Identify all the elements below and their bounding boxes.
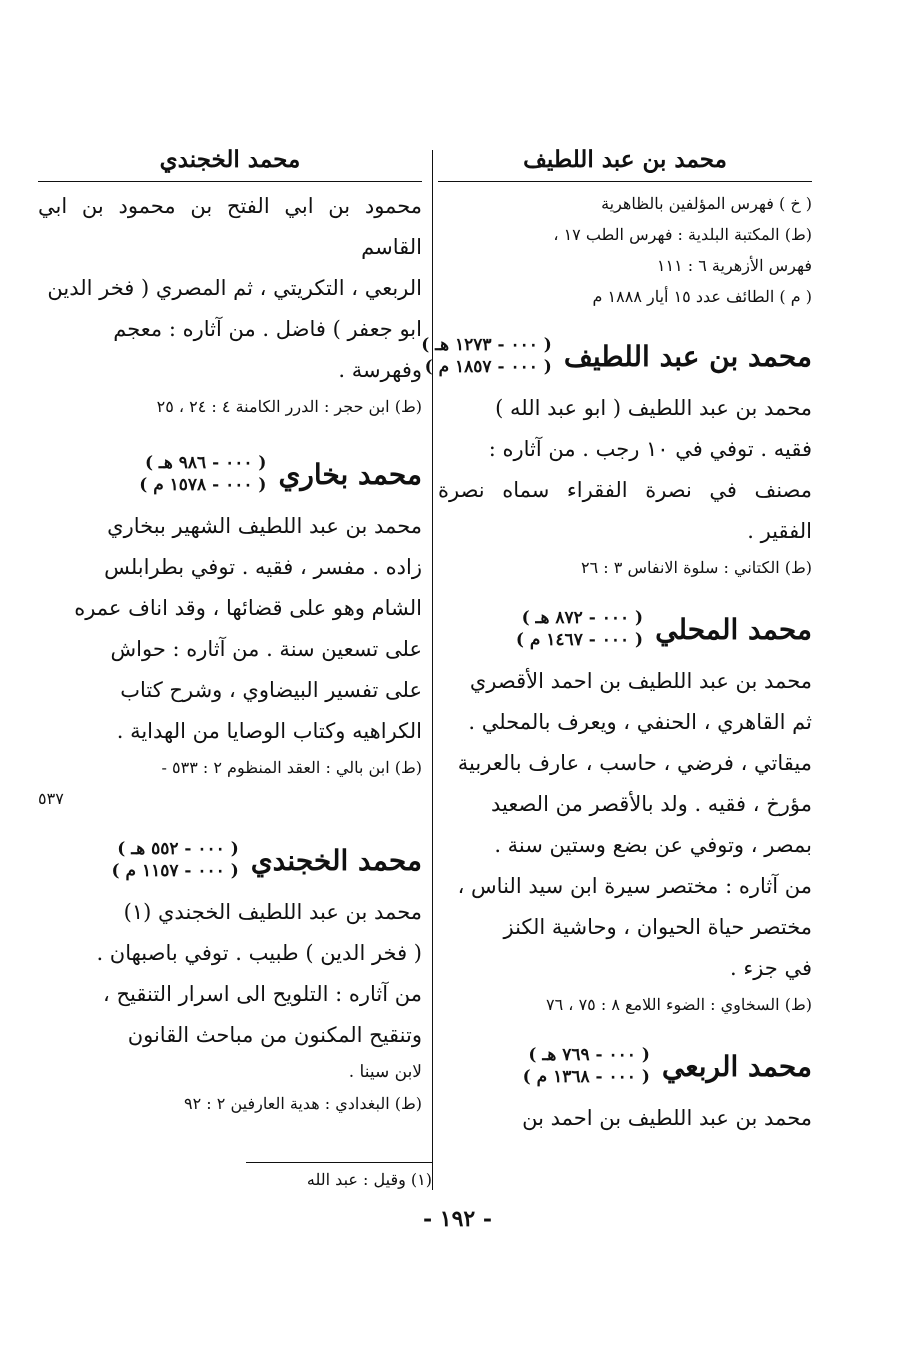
- text-line: من آثاره : التلويح الى اسرار التنقيح ،: [103, 982, 422, 1006]
- entry-text: [438, 388, 812, 552]
- text-line: في جزء .: [729, 956, 812, 980]
- entry-name: محمد المحلي: [655, 612, 812, 646]
- entry-reference: (ط) ابن بالي : العقد المنظوم ٢ : ٥٣٣ -: [161, 758, 422, 777]
- intro-ref-line: فهرس الأزهرية ٦ : ١١١: [656, 256, 812, 275]
- left-column: [38, 140, 422, 1119]
- text-line: على تسعين سنة . من آثاره : حواش: [110, 637, 422, 661]
- text-line: وفهرسة .: [338, 358, 422, 382]
- entry-dates: [112, 838, 239, 882]
- intro-refs: [438, 188, 812, 312]
- entry-dates: [523, 1044, 650, 1088]
- text-line: من آثاره : مختصر سيرة ابن سيد الناس ،: [457, 874, 812, 898]
- text-line: وتنقيح المكنون من مباحث القانون: [127, 1023, 422, 1047]
- text-line: ( فخر الدين ) طبيب . توفي باصبهان .: [96, 941, 422, 965]
- text-line: محمود بن ابي الفتح بن محمود بن ابي القاسم: [38, 194, 422, 259]
- gregorian-date: ( ٠٠٠ - ١٣٦٨ م ): [522, 1067, 650, 1087]
- entry-text: [438, 661, 812, 989]
- footnote-rule: [246, 1162, 432, 1163]
- entry-heading: [38, 838, 422, 882]
- text-line: مختصر حياة الحيوان ، وحاشية الكنز: [503, 915, 812, 939]
- entry-name: محمد بخاري: [278, 457, 422, 491]
- text-line: الكراهيه وكتاب الوصايا من الهداية .: [116, 719, 422, 743]
- right-column: [421, 140, 812, 1139]
- entry-text: [38, 506, 422, 752]
- text-line: ابو جعفر ) فاضل . من آثاره : معجم: [113, 317, 422, 341]
- entry-dates: [139, 452, 266, 496]
- gregorian-date: ( ٠٠٠ - ١٤٦٧ م ): [515, 630, 644, 650]
- intro-reference: (ط) ابن حجر : الدرر الكامنة ٤ : ٢٤ ، ٢٥: [156, 397, 422, 416]
- entry-heading: [438, 607, 812, 651]
- entry-name: محمد بن عبد اللطيف: [563, 339, 812, 373]
- gregorian-date: ( ٠٠٠ - ١٨٥٧ م ): [424, 357, 552, 377]
- entry-name: محمد الربعي: [661, 1049, 812, 1083]
- entry-reference: (ط) البغدادي : هدية العارفين ٢ : ٩٢: [184, 1094, 422, 1113]
- text-line: الربعي ، التكريتي ، ثم المصري ( فخر الدين: [47, 276, 422, 300]
- entry-name: محمد الخجندي: [250, 843, 422, 877]
- text-line: ميقاتي ، فرضي ، حاسب ، عارف بالعربية: [457, 751, 812, 775]
- gregorian-date: ( ٠٠٠ - ١٥٧٨ م ): [139, 475, 267, 495]
- hijri-date: ( ٠٠٠ - ٧٦٩ هـ ): [528, 1045, 650, 1065]
- footnote: (١) وقيل : عبد الله: [306, 1170, 432, 1189]
- column-divider: [432, 150, 433, 1190]
- page-number: - ١٩٢ -: [422, 1206, 493, 1232]
- text-line: الشام وهو على قضائها ، وقد اناف عمره: [74, 596, 422, 620]
- text-line: زاده . مفسر ، فقيه . توفي بطرابلس: [104, 555, 422, 579]
- entry-heading: [421, 334, 812, 378]
- hijri-date: ( ٠٠٠ - ٥٥٢ هـ ): [117, 839, 239, 859]
- text-line: محمد بن عبد اللطيف الشهير ببخاري: [107, 514, 422, 538]
- intro-ref-line: ( خ ) فهرس المؤلفين بالظاهرية: [601, 194, 812, 213]
- intro-ref-line: (ط) المكتبة البلدية : فهرس الطب ١٧ ،: [553, 225, 812, 244]
- text-line: على تفسير البيضاوي ، وشرح كتاب: [120, 678, 422, 702]
- entry-text: [438, 1098, 812, 1139]
- right-column-header: محمد بن عبد اللطيف: [523, 146, 727, 173]
- left-column-header: محمد الخجندي: [159, 146, 301, 173]
- intro-ref-line: ( م ) الطائف عدد ١٥ أيار ١٨٨٨ م: [592, 287, 812, 306]
- text-line: محمد بن عبد اللطيف ( ابو عبد الله ): [495, 396, 812, 420]
- text-line: مؤرخ ، فقيه . ولد بالأقصر من الصعيد: [490, 792, 812, 816]
- text-line: محمد بن عبد اللطيف بن احمد بن: [522, 1106, 812, 1130]
- intro-text: [38, 186, 422, 391]
- text-line: محمد بن عبد اللطيف بن احمد الأقصري: [469, 669, 812, 693]
- entry-reference-cont: ٥٣٧: [38, 789, 64, 808]
- entry-heading: [38, 452, 422, 496]
- entry-text: [38, 892, 422, 1088]
- entry-reference: (ط) السخاوي : الضوء اللامع ٨ : ٧٥ ، ٧٦: [546, 995, 812, 1014]
- gregorian-date: ( ٠٠٠ - ١١٥٧ م ): [111, 861, 239, 881]
- text-line: محمد بن عبد اللطيف الخجندي (١): [123, 900, 422, 924]
- text-line: مصنف في نصرة الفقراء سماه نصرة الفقير .: [438, 478, 812, 543]
- hijri-date: ( ٠٠٠ - ٩٨٦ هـ ): [144, 453, 267, 473]
- entry-reference: (ط) الكتاني : سلوة الانفاس ٣ : ٢٦: [581, 558, 812, 577]
- entry-dates: [421, 334, 552, 378]
- hijri-date: ( ٠٠٠ - ١٢٧٣ هـ ): [421, 335, 552, 355]
- text-line: فقيه . توفي في ١٠ رجب . من آثاره :: [488, 437, 812, 461]
- text-line: بمصر ، وتوفي عن بضع وستين سنة .: [494, 833, 812, 857]
- entry-heading: [438, 1044, 812, 1088]
- hijri-date: ( ٠٠٠ - ٨٧٢ هـ ): [521, 608, 644, 628]
- text-line: ثم القاهري ، الحنفي ، ويعرف بالمحلي .: [468, 710, 812, 734]
- text-line: لابن سينا .: [348, 1062, 422, 1082]
- entry-dates: [516, 607, 643, 651]
